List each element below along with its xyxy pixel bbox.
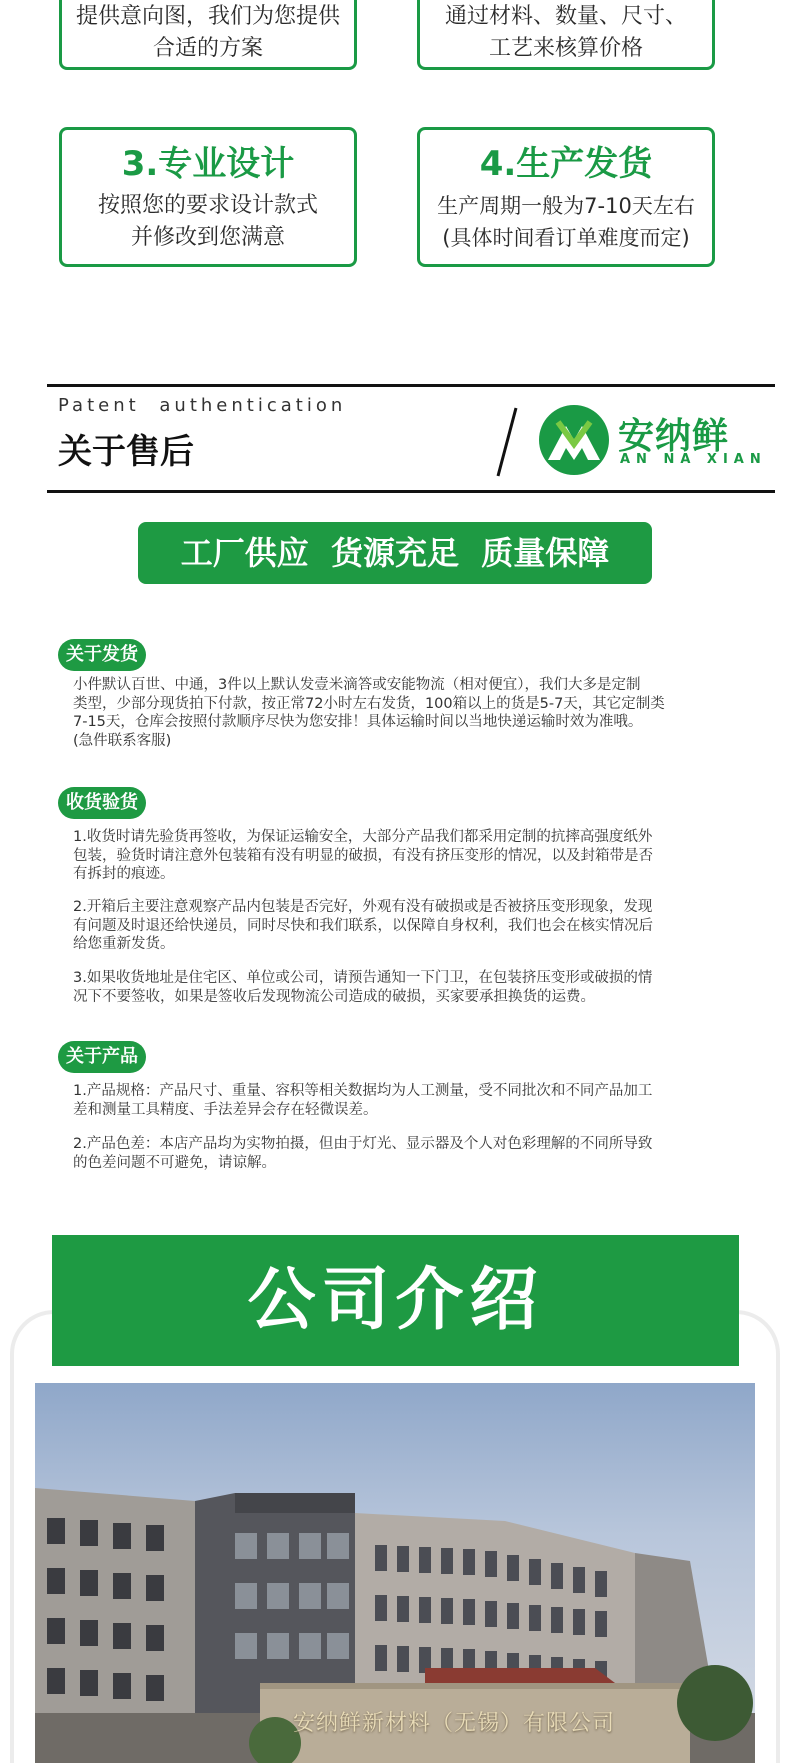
text-line: 差和测量工具精度、手法差异会存在轻微误差。 [73, 1101, 378, 1118]
receiving-paragraph-3 [73, 969, 723, 1006]
section-label-shipping: 关于发货 [58, 639, 146, 671]
process-box-2-line-2: 工艺来核算价格 [488, 36, 643, 61]
text-line: 2.产品色差：本店产品均为实物拍摄，但由于灯光、显示器及个人对色彩理解的不同所导致 [73, 1136, 653, 1152]
text-line: 有拆封的痕迹。 [73, 866, 175, 882]
logo-mark-icon [538, 404, 610, 476]
process-step-4-title: 4.生产发货 [479, 144, 653, 184]
process-box-1 [59, 0, 357, 70]
text-line: 有问题及时退还给快递员，同时尽快和我们联系，以保障自身权利，我们也会在核实情况后 [73, 917, 653, 934]
text-line: 3.如果收货地址是住宅区、单位或公司，请预告通知一下门卫，在包装挤压变形或破损的情 [73, 970, 653, 986]
process-step-4-line-1: 生产周期一般为7-10天左右 [437, 194, 695, 218]
company-title: 公司介绍 [247, 1261, 544, 1340]
text-line: 类型，少部分现货拍下付款，按正常72小时左右发货，100箱以上的货是5-7天，其它定制类 [73, 695, 665, 712]
company-title-banner [52, 1235, 739, 1366]
process-box-1-line-2: 合适的方案 [152, 36, 263, 61]
factory-sign: 安纳鲜新材料（无锡）有限公司 [293, 1711, 616, 1736]
text-line: 1.产品规格：产品尺寸、重量、容积等相关数据均为人工测量，受不同批次和不同产品加工 [73, 1083, 653, 1099]
shipping-paragraph [73, 676, 723, 750]
text-line: 7-15天，仓库会按照付款顺序尽快为您安排！具体运输时间以当地快递运输时效为准哦。 [73, 714, 643, 730]
factory-photo [35, 1383, 755, 1763]
process-box-2 [417, 0, 715, 70]
process-step-3-line-2: 并修改到您满意 [130, 225, 285, 250]
process-step-4-line-2: (具体时间看订单难度而定) [442, 226, 690, 250]
section-label-product: 关于产品 [58, 1041, 146, 1073]
receiving-paragraph-1 [73, 828, 723, 884]
header-title: 关于售后 [58, 432, 194, 472]
text-line: 2.开箱后主要注意观察产品内包装是否完好，外观有没有破损或是否被挤压变形现象，发现 [73, 899, 653, 915]
process-step-3-line-1: 按照您的要求设计款式 [97, 193, 318, 218]
brand-logo [538, 402, 767, 478]
text-line: 况下不要签收，如果是签收后发现物流公司造成的破损，买家要承担换货的运费。 [73, 988, 595, 1005]
text-line: 的色差问题不可避免，请谅解。 [73, 1154, 276, 1171]
process-box-1-line-1: 提供意向图，我们为您提供 [75, 4, 340, 29]
text-line: (急件联系客服) [73, 732, 172, 749]
text-line: 给您重新发货。 [73, 936, 175, 952]
header-bottom-rule [47, 490, 775, 493]
process-step-3-title: 3.专业设计 [121, 144, 295, 184]
guarantee-banner: 工厂供应 货源充足 质量保障 [138, 522, 652, 584]
process-box-3 [59, 127, 357, 267]
process-box-4 [417, 127, 715, 267]
section-label-receiving: 收货验货 [58, 787, 146, 819]
text-line: 1.收货时请先验货再签收，为保证运输安全，大部分产品我们都采用定制的抗摔高强度纸外 [73, 829, 653, 845]
header-slash [494, 406, 520, 478]
header-subtitle: Patent authentication [58, 395, 347, 416]
product-paragraph-1 [73, 1082, 723, 1119]
product-paragraph-2 [73, 1135, 723, 1172]
header-top-rule [47, 384, 775, 387]
brand-name-cn: 安纳鲜 [618, 416, 730, 457]
brand-name-en: AN NA XIAN [620, 452, 767, 467]
receiving-paragraph-2 [73, 898, 723, 954]
text-line: 小件默认百世、中通，3件以上默认发壹米滴答或安能物流（相对便宜），我们大多是定制 [73, 677, 641, 693]
text-line: 包装，验货时请注意外包装箱有没有明显的破损，有没有挤压变形的情况，以及封箱带是否 [73, 847, 653, 864]
process-box-2-line-1: 通过材料、数量、尺寸、 [444, 4, 687, 29]
